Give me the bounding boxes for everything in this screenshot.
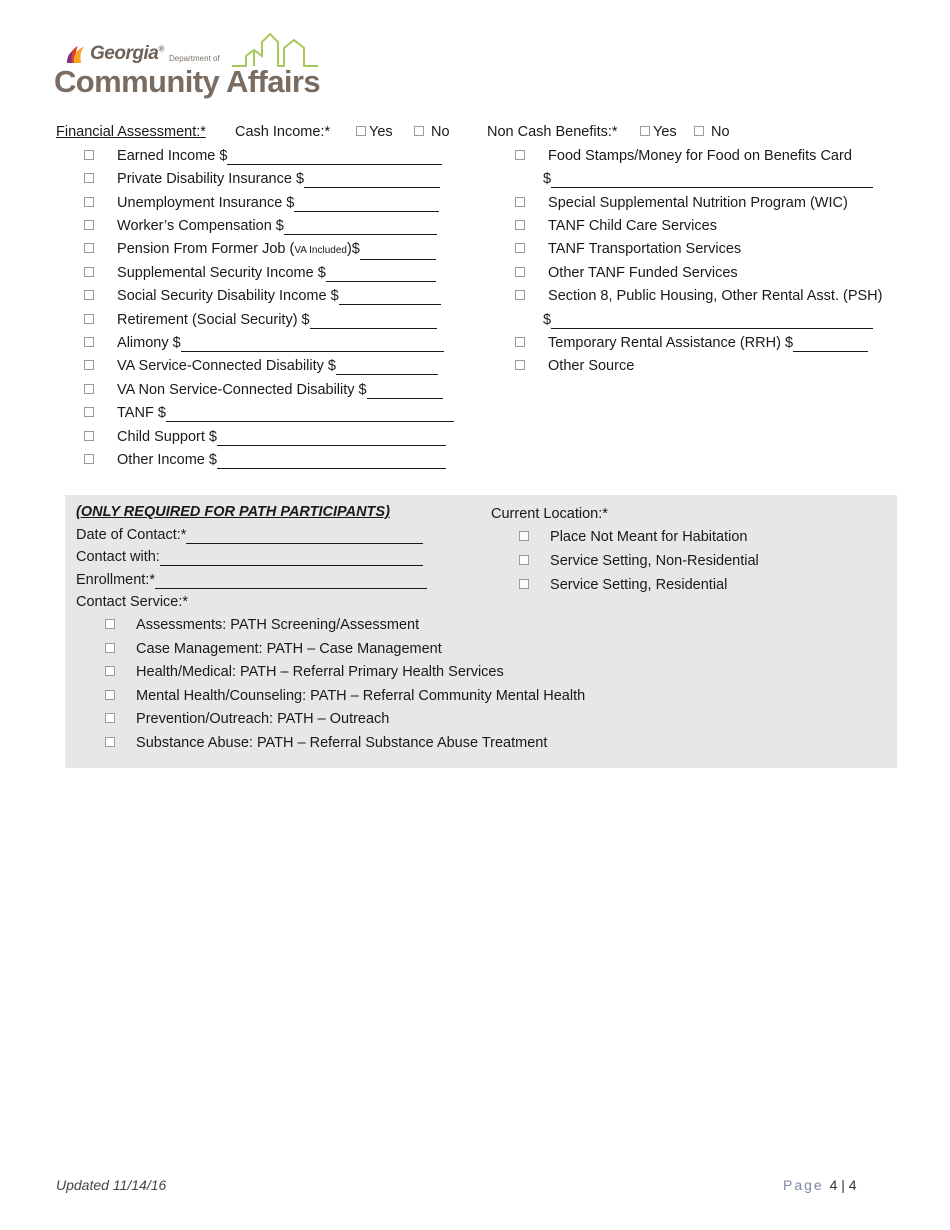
date-input[interactable] xyxy=(186,529,423,544)
checkbox[interactable] xyxy=(84,220,94,230)
cash-item-other-income[interactable]: Other Income $ xyxy=(84,451,446,469)
cash-income-label: Cash Income:* xyxy=(235,124,331,140)
checkbox[interactable] xyxy=(84,267,94,277)
non-cash-benefits-label: Non Cash Benefits:* xyxy=(487,124,618,140)
cash-income-yes[interactable]: Yes xyxy=(356,123,393,141)
noncash-item-temporary-rental[interactable]: Temporary Rental Assistance (RRH) $ xyxy=(515,334,868,352)
cash-item-earned-income[interactable]: Earned Income $ xyxy=(84,147,442,165)
noncash-item-other-source[interactable]: Other Source xyxy=(515,357,634,375)
checkbox[interactable] xyxy=(84,407,94,417)
service-mental-health[interactable]: Mental Health/Counseling: PATH – Referral Community Mental Health xyxy=(105,687,585,705)
noncash-item-tanf-transportation[interactable]: TANF Transportation Services xyxy=(515,240,741,258)
path-heading: (ONLY REQUIRED FOR PATH PARTICIPANTS) xyxy=(76,504,390,520)
checkbox[interactable] xyxy=(694,126,704,136)
cash-item-ssdi[interactable]: Social Security Disability Income $ xyxy=(84,287,441,305)
checkbox[interactable] xyxy=(640,126,650,136)
service-health-medical[interactable]: Health/Medical: PATH – Referral Primary Health Services xyxy=(105,663,504,681)
cash-item-va-non-service[interactable]: VA Non Service-Connected Disability $ xyxy=(84,381,443,399)
checkbox[interactable] xyxy=(84,314,94,324)
amount-field[interactable] xyxy=(551,173,873,188)
checkbox[interactable] xyxy=(515,220,525,230)
contact-with-field[interactable]: Contact with: xyxy=(76,548,423,566)
checkbox[interactable] xyxy=(515,337,525,347)
amount-field[interactable] xyxy=(294,197,439,212)
amount-field[interactable] xyxy=(336,360,438,375)
dca-logo xyxy=(52,30,327,106)
amount-field[interactable] xyxy=(304,173,440,188)
checkbox[interactable] xyxy=(84,243,94,253)
amount-field[interactable] xyxy=(551,314,873,329)
checkbox[interactable] xyxy=(519,579,529,589)
amount-field[interactable] xyxy=(217,431,446,446)
checkbox[interactable] xyxy=(105,690,115,700)
amount-field[interactable] xyxy=(217,454,446,469)
checkbox[interactable] xyxy=(515,267,525,277)
logo-georgia: Georgia® xyxy=(90,43,164,64)
service-substance-abuse[interactable]: Substance Abuse: PATH – Referral Substance Abuse Treatment xyxy=(105,734,547,752)
checkbox[interactable] xyxy=(84,197,94,207)
noncash-item-tanf-child-care[interactable]: TANF Child Care Services xyxy=(515,217,717,235)
checkbox[interactable] xyxy=(515,197,525,207)
checkbox[interactable] xyxy=(515,290,525,300)
checkbox[interactable] xyxy=(84,454,94,464)
noncash-item-wic[interactable]: Special Supplemental Nutrition Program (WIC) xyxy=(515,194,848,212)
contact-with-input[interactable] xyxy=(160,551,423,566)
amount-field[interactable] xyxy=(793,337,868,352)
financial-assessment-label: Financial Assessment:* xyxy=(56,124,206,140)
cash-item-ssi[interactable]: Supplemental Security Income $ xyxy=(84,264,436,282)
checkbox[interactable] xyxy=(84,337,94,347)
current-location-label: Current Location:* xyxy=(491,506,608,522)
location-residential[interactable]: Service Setting, Residential xyxy=(519,576,727,594)
service-case-management[interactable]: Case Management: PATH – Case Management xyxy=(105,640,442,658)
checkbox[interactable] xyxy=(84,173,94,183)
cash-item-workers-comp[interactable]: Worker’s Compensation $ xyxy=(84,217,437,235)
noncash-item-food-stamps[interactable]: Food Stamps/Money for Food on Benefits Card xyxy=(515,147,852,165)
service-assessments[interactable]: Assessments: PATH Screening/Assessment xyxy=(105,616,419,634)
checkbox[interactable] xyxy=(105,713,115,723)
amount-field[interactable] xyxy=(166,407,454,422)
cash-item-tanf[interactable]: TANF $ xyxy=(84,404,454,422)
noncash-item-other-tanf[interactable]: Other TANF Funded Services xyxy=(515,264,738,282)
amount-field[interactable] xyxy=(339,290,441,305)
amount-field[interactable] xyxy=(181,337,444,352)
enrollment-input[interactable] xyxy=(155,574,427,589)
enrollment-field[interactable]: Enrollment:* xyxy=(76,571,427,589)
noncash-item-section-8[interactable]: Section 8, Public Housing, Other Rental Asst. (PSH) xyxy=(515,287,883,305)
location-not-meant-for-habitation[interactable]: Place Not Meant for Habitation xyxy=(519,528,748,546)
amount-field[interactable] xyxy=(227,150,442,165)
checkbox[interactable] xyxy=(84,431,94,441)
checkbox[interactable] xyxy=(515,243,525,253)
cash-item-alimony[interactable]: Alimony $ xyxy=(84,334,444,352)
cash-income-no[interactable]: No xyxy=(414,123,450,141)
cash-item-retirement[interactable]: Retirement (Social Security) $ xyxy=(84,311,437,329)
cash-item-private-disability[interactable]: Private Disability Insurance $ xyxy=(84,170,440,188)
cash-item-pension[interactable]: Pension From Former Job (VA Included)$ xyxy=(84,240,436,260)
checkbox[interactable] xyxy=(414,126,424,136)
skyline-icon xyxy=(232,30,322,70)
updated-date: Updated 11/14/16 xyxy=(56,1177,167,1193)
non-cash-yes[interactable]: Yes xyxy=(640,123,677,141)
checkbox[interactable] xyxy=(84,360,94,370)
logo-community-affairs: Community Affairs xyxy=(54,64,320,99)
logo-department-of: Department of xyxy=(169,54,220,63)
noncash-section-8-amount[interactable]: $ xyxy=(543,311,873,329)
flame-icon xyxy=(66,43,88,63)
checkbox[interactable] xyxy=(105,666,115,676)
page-number: Page 4 | 4 xyxy=(783,1177,857,1193)
amount-field[interactable] xyxy=(310,314,437,329)
cash-item-unemployment[interactable]: Unemployment Insurance $ xyxy=(84,194,439,212)
checkbox[interactable] xyxy=(515,150,525,160)
checkbox[interactable] xyxy=(105,643,115,653)
checkbox[interactable] xyxy=(105,619,115,629)
cash-item-va-service-connected[interactable]: VA Service-Connected Disability $ xyxy=(84,357,438,375)
checkbox[interactable] xyxy=(105,737,115,747)
checkbox[interactable] xyxy=(84,290,94,300)
amount-field[interactable] xyxy=(326,267,436,282)
non-cash-no[interactable]: No xyxy=(694,123,730,141)
amount-field[interactable] xyxy=(367,384,443,399)
location-non-residential[interactable]: Service Setting, Non-Residential xyxy=(519,552,759,570)
checkbox[interactable] xyxy=(356,126,366,136)
checkbox[interactable] xyxy=(515,360,525,370)
checkbox[interactable] xyxy=(519,555,529,565)
date-of-contact-field[interactable]: Date of Contact:* xyxy=(76,526,423,544)
amount-field[interactable] xyxy=(360,245,436,260)
contact-service-label: Contact Service:* xyxy=(76,594,189,610)
checkbox[interactable] xyxy=(84,150,94,160)
cash-item-child-support[interactable]: Child Support $ xyxy=(84,428,446,446)
checkbox[interactable] xyxy=(519,531,529,541)
checkbox[interactable] xyxy=(84,384,94,394)
amount-field[interactable] xyxy=(284,220,437,235)
noncash-food-stamps-amount[interactable]: $ xyxy=(543,170,873,188)
service-prevention-outreach[interactable]: Prevention/Outreach: PATH – Outreach xyxy=(105,710,389,728)
